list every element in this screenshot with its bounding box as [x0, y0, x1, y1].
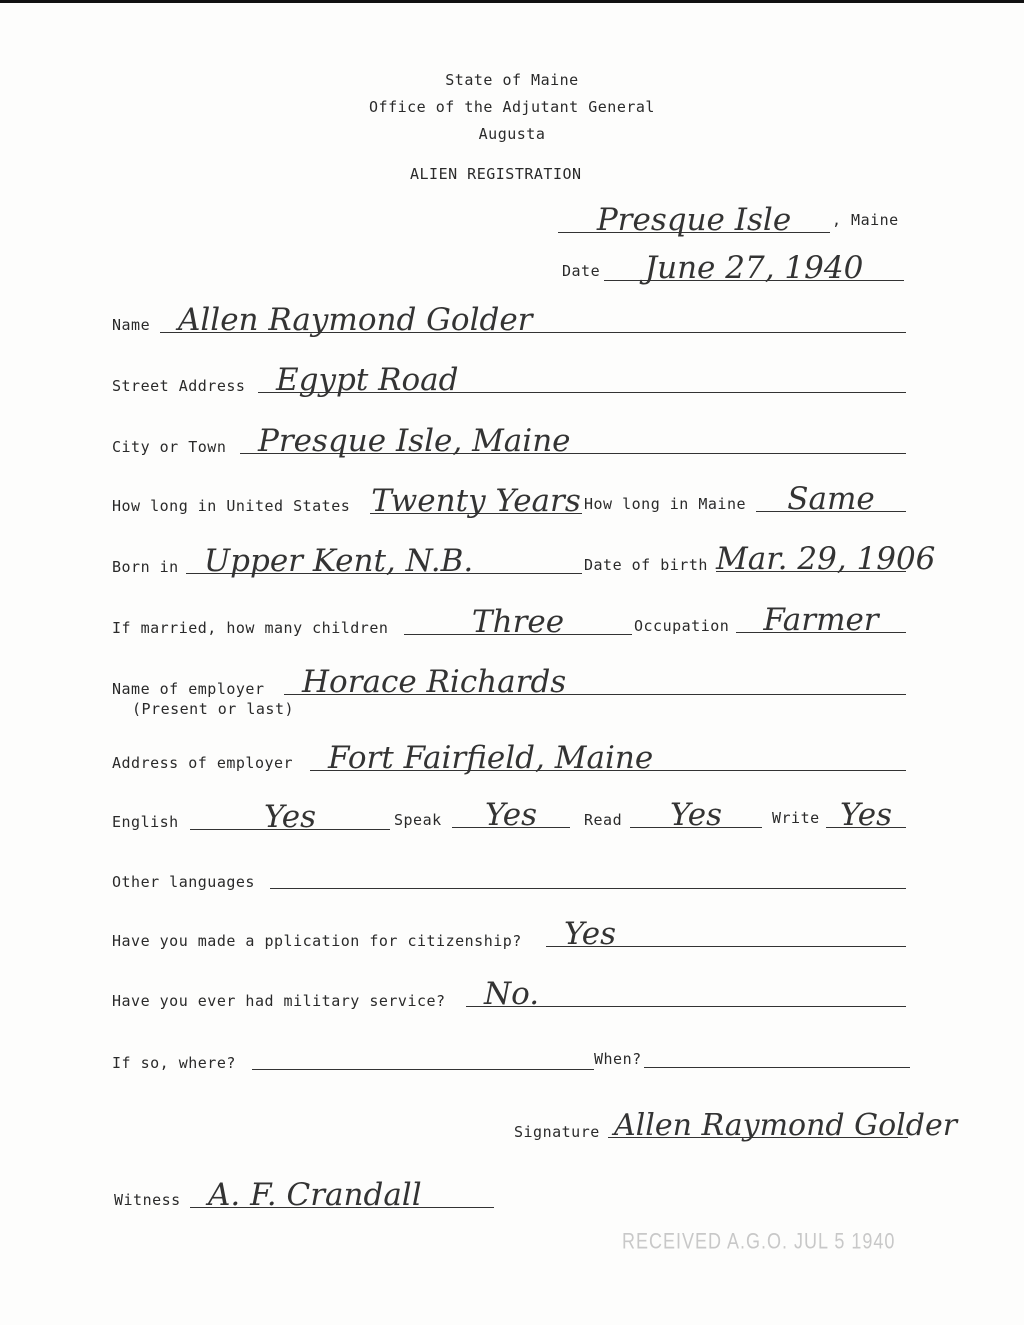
born-field[interactable]: [186, 543, 582, 579]
english-value: Yes: [263, 799, 317, 835]
name-label: Name: [112, 316, 151, 334]
date-label: Date: [562, 262, 601, 280]
city-label: City or Town: [112, 438, 227, 456]
employer-value: Horace Richards: [302, 664, 567, 700]
speak-label: Speak: [394, 811, 442, 829]
other-languages-field[interactable]: [270, 858, 906, 889]
write-field[interactable]: [826, 797, 906, 833]
street-label: Street Address: [112, 377, 246, 395]
town-field[interactable]: [558, 202, 830, 238]
employer-address-field[interactable]: [310, 740, 906, 776]
write-label: Write: [772, 809, 820, 827]
when-label: When?: [594, 1050, 642, 1068]
witness-value: A. F. Crandall: [208, 1177, 422, 1213]
signature-label: Signature: [514, 1123, 600, 1141]
children-label: If married, how many children: [112, 619, 389, 637]
header-city: Augusta: [478, 125, 546, 143]
speak-value: Yes: [484, 797, 538, 833]
maine-duration-value: Same: [787, 481, 875, 517]
occupation-field[interactable]: [736, 602, 906, 638]
city-value: Presque Isle, Maine: [258, 423, 571, 459]
maine-duration-field[interactable]: [756, 481, 906, 517]
street-field[interactable]: [258, 362, 906, 398]
citizenship-value: Yes: [564, 916, 617, 952]
born-label: Born in: [112, 558, 179, 576]
citizenship-field[interactable]: [546, 916, 906, 952]
when-field[interactable]: [644, 1037, 910, 1068]
occupation-value: Farmer: [763, 602, 879, 638]
other-languages-label: Other languages: [112, 873, 255, 891]
employer-field[interactable]: [284, 664, 906, 700]
read-label: Read: [584, 811, 623, 829]
read-value: Yes: [669, 797, 723, 833]
name-value: Allen Raymond Golder: [178, 302, 533, 338]
witness-label: Witness: [114, 1191, 181, 1209]
town-value: Presque Isle: [596, 202, 792, 238]
where-label: If so, where?: [112, 1054, 236, 1072]
maine-duration-label: How long in Maine: [584, 495, 747, 513]
employer-address-value: Fort Fairfield, Maine: [328, 740, 654, 776]
date-field[interactable]: [604, 250, 904, 286]
employer-label: Name of employer: [112, 680, 265, 698]
header-state: State of Maine: [445, 71, 579, 89]
name-field[interactable]: [160, 302, 906, 338]
children-value: Three: [471, 604, 565, 640]
us-duration-field[interactable]: [370, 483, 582, 519]
employer-address-label: Address of employer: [112, 754, 294, 772]
form-title: ALIEN REGISTRATION: [410, 165, 582, 183]
english-field[interactable]: [190, 799, 390, 835]
occupation-label: Occupation: [634, 617, 730, 635]
town-suffix: , Maine: [832, 211, 899, 229]
birth-date-label: Date of birth: [584, 556, 708, 574]
speak-field[interactable]: [452, 797, 570, 833]
street-value: Egypt Road: [276, 362, 459, 398]
signature-value: Allen Raymond Golder: [614, 1108, 958, 1143]
received-stamp: RECEIVED A.G.O. JUL 5 1940: [622, 1228, 896, 1254]
us-duration-value: Twenty Years: [371, 483, 581, 519]
english-label: English: [112, 813, 179, 831]
read-field[interactable]: [630, 797, 762, 833]
city-field[interactable]: [240, 423, 906, 459]
date-value: June 27, 1940: [644, 250, 864, 286]
witness-field[interactable]: [190, 1177, 494, 1213]
signature-field[interactable]: [608, 1107, 958, 1143]
military-label: Have you ever had military service?: [112, 992, 446, 1010]
born-value: Upper Kent, N.B.: [204, 543, 474, 579]
birth-date-field[interactable]: [716, 541, 936, 577]
children-field[interactable]: [404, 604, 632, 640]
where-field[interactable]: [252, 1039, 594, 1070]
write-value: Yes: [839, 797, 893, 833]
header-office: Office of the Adjutant General: [369, 98, 655, 116]
military-value: No.: [484, 976, 540, 1012]
military-field[interactable]: [466, 976, 906, 1012]
citizenship-label: Have you made a pplication for citizenship?: [112, 932, 522, 950]
us-duration-label: How long in United States: [112, 497, 351, 515]
birth-date-value: Mar. 29, 1906: [716, 541, 936, 577]
employer-sublabel: (Present or last): [132, 700, 295, 718]
